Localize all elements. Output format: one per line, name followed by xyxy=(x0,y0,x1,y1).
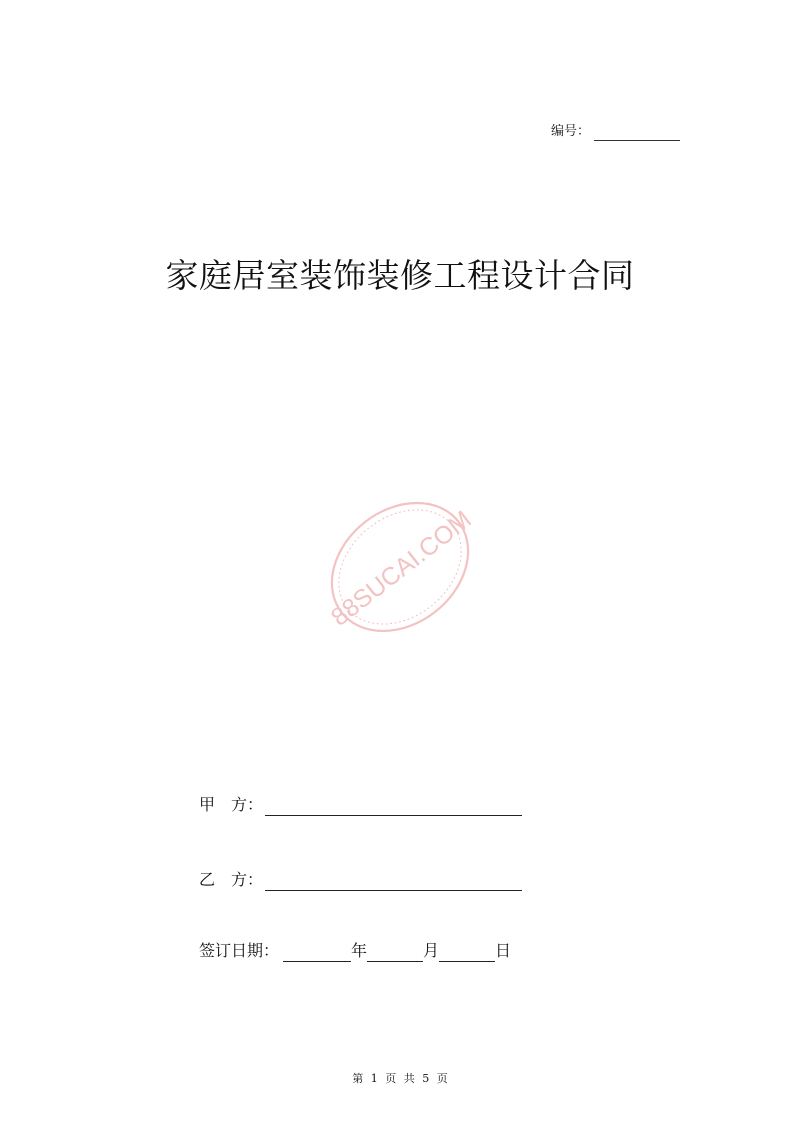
day-blank xyxy=(439,945,495,962)
party-a-blank xyxy=(265,799,522,816)
document-number xyxy=(551,123,680,141)
sign-date-label: 签订日期： xyxy=(199,941,280,960)
watermark-seal xyxy=(318,488,482,646)
month-label: 月 xyxy=(423,941,440,960)
document-number-blank xyxy=(594,128,680,141)
party-b-blank xyxy=(265,874,522,891)
page-prefix: 第 xyxy=(352,1072,364,1085)
page-number: 1 xyxy=(370,1072,378,1085)
total-pages: 5 xyxy=(422,1072,430,1085)
party-b-field xyxy=(199,869,522,891)
year-blank xyxy=(283,945,351,962)
total-unit: 页 xyxy=(436,1072,448,1085)
document-title: 家庭居室装饰装修工程设计合同 xyxy=(165,256,635,295)
party-a-label: 甲 方： xyxy=(199,795,264,814)
watermark-text: 88SUCAI.COM xyxy=(325,505,477,632)
document-number-label: 编号： xyxy=(551,124,591,139)
party-a-field xyxy=(199,794,522,816)
day-label: 日 xyxy=(495,941,512,960)
year-label: 年 xyxy=(351,941,368,960)
month-blank xyxy=(367,945,423,962)
sign-date-field xyxy=(199,940,511,962)
party-b-label: 乙 方： xyxy=(199,870,264,889)
page-footer xyxy=(0,1072,800,1086)
page-unit: 页 xyxy=(385,1072,397,1085)
total-prefix: 共 xyxy=(403,1072,415,1085)
